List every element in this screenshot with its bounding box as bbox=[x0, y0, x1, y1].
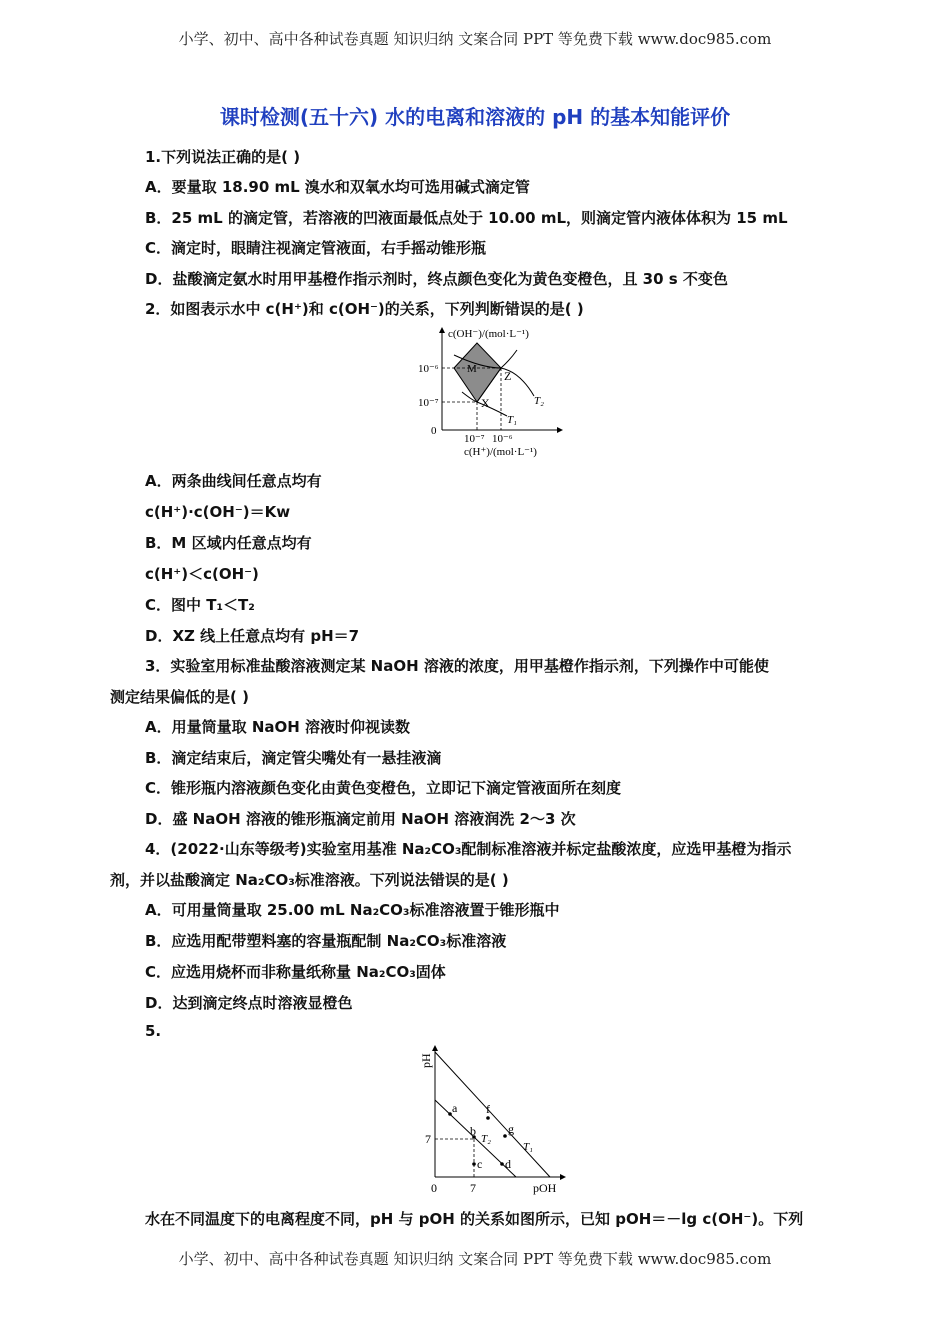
q4-stem-line1: 4．(2022·山东等级考)实验室用基准 Na₂CO₃配制标准溶液并标定盐酸浓度，应选甲基橙为指示 bbox=[145, 840, 792, 858]
q5-line-t2 bbox=[435, 1100, 516, 1177]
q5-point-g: g bbox=[508, 1122, 514, 1136]
q3-stem-line1: 3．实验室用标准盐酸溶液测定某 NaOH 溶液的浓度，用甲基橙作指示剂，下列操作中可能使 bbox=[145, 657, 769, 675]
q2-label-t2: T₂ bbox=[534, 395, 544, 407]
q2-y-tick-1e7: 10⁻⁷ bbox=[418, 397, 439, 409]
q1-stem: 1.下列说法正确的是( ) bbox=[145, 148, 301, 166]
q2-option-b-formula: c(H⁺)＜c(OH⁻) bbox=[145, 565, 259, 583]
page-title: 课时检测(五十六) 水的电离和溶液的 pH 的基本知能评价 bbox=[219, 105, 731, 129]
q5-point-d-dot bbox=[500, 1162, 504, 1166]
q4-stem-line2: 剂，并以盐酸滴定 Na₂CO₃标准溶液。下列说法错误的是( ) bbox=[110, 871, 509, 889]
q2-x-tick-1e7: 10⁻⁷ bbox=[464, 433, 485, 445]
q5-point-g-dot bbox=[503, 1134, 507, 1138]
q5-point-a: a bbox=[452, 1101, 458, 1115]
q1-option-a: A．要量取 18.90 mL 溴水和双氧水均可选用碱式滴定管 bbox=[145, 178, 530, 196]
q4-option-b: B．应选用配带塑料塞的容量瓶配制 Na₂CO₃标准溶液 bbox=[145, 932, 507, 950]
q4-option-c: C．应选用烧杯而非称量纸称量 Na₂CO₃固体 bbox=[145, 963, 446, 981]
page-footer: 小学、初中、高中各种试卷真题 知识归纳 文案合同 PPT 等免费下载 www.doc985.com bbox=[178, 1250, 772, 1268]
q2-region-m bbox=[454, 343, 501, 402]
q1-option-d: D．盐酸滴定氨水时用甲基橙作指示剂时，终点颜色变化为黄色变橙色，且 30 s 不变色 bbox=[145, 270, 728, 288]
q2-x-tick-1e6: 10⁻⁶ bbox=[492, 433, 513, 445]
q4-option-d: D．达到滴定终点时溶液显橙色 bbox=[145, 994, 353, 1012]
q5-number: 5. bbox=[145, 1022, 162, 1040]
q5-point-f-dot bbox=[486, 1116, 490, 1120]
q2-point-m: M bbox=[467, 363, 477, 375]
q3-option-a: A．用量筒量取 NaOH 溶液时仰视读数 bbox=[145, 718, 411, 736]
q2-figure bbox=[412, 320, 582, 460]
q5-y-axis-label: pH bbox=[419, 1053, 433, 1068]
q2-curve-t2-tail bbox=[501, 350, 517, 368]
q5-figure bbox=[410, 1040, 580, 1200]
q2-option-a: A．两条曲线间任意点均有 bbox=[145, 472, 322, 490]
q5-point-c-dot bbox=[472, 1162, 476, 1166]
q2-y-axis-label: c(OH⁻)/(mol·L⁻¹) bbox=[448, 328, 529, 340]
q5-x-tick-7: 7 bbox=[470, 1181, 476, 1195]
q5-x-axis-label: pOH bbox=[533, 1181, 557, 1195]
q2-stem: 2．如图表示水中 c(H⁺)和 c(OH⁻)的关系，下列判断错误的是( ) bbox=[145, 300, 584, 318]
q5-point-b: b bbox=[470, 1124, 476, 1138]
q1-option-c: C．滴定时，眼睛注视滴定管液面，右手摇动锥形瓶 bbox=[145, 239, 487, 257]
q2-x-axis-label: c(H⁺)/(mol·L⁻¹) bbox=[464, 446, 537, 458]
q2-origin: 0 bbox=[431, 425, 437, 437]
page-header: 小学、初中、高中各种试卷真题 知识归纳 文案合同 PPT 等免费下载 www.doc985.com bbox=[178, 30, 772, 48]
q2-option-c: C．图中 T₁＜T₂ bbox=[145, 596, 255, 614]
q5-point-d: d bbox=[505, 1157, 511, 1171]
q3-stem-line2: 测定结果偏低的是( ) bbox=[110, 688, 249, 706]
q4-option-a: A．可用量筒量取 25.00 mL Na₂CO₃标准溶液置于锥形瓶中 bbox=[145, 901, 560, 919]
q2-option-b: B．M 区域内任意点均有 bbox=[145, 534, 312, 552]
q3-option-b: B．滴定结束后，滴定管尖嘴处有一悬挂液滴 bbox=[145, 749, 442, 767]
q2-point-x: X bbox=[481, 396, 490, 410]
q5-label-t2: T₂ bbox=[481, 1133, 491, 1145]
q2-point-z: Z bbox=[504, 369, 512, 383]
q2-label-t1: T₁ bbox=[507, 414, 517, 426]
q5-point-c: c bbox=[477, 1157, 483, 1171]
q5-text: 水在不同温度下的电离程度不同，pH 与 pOH 的关系如图所示，已知 pOH＝－lg c(OH⁻)。下列 bbox=[145, 1210, 804, 1228]
q2-y-tick-1e6: 10⁻⁶ bbox=[418, 363, 439, 375]
q2-option-d: D．XZ 线上任意点均有 pH＝7 bbox=[145, 627, 360, 645]
q5-label-t1: T₁ bbox=[523, 1141, 533, 1153]
q1-option-b: B．25 mL 的滴定管，若溶液的凹液面最低点处于 10.00 mL，则滴定管内液体体积为 15 mL bbox=[145, 209, 788, 227]
q3-option-c: C．锥形瓶内溶液颜色变化由黄色变橙色，立即记下滴定管液面所在刻度 bbox=[145, 779, 622, 797]
q5-y-tick-7: 7 bbox=[425, 1132, 431, 1146]
q3-option-d: D．盛 NaOH 溶液的锥形瓶滴定前用 NaOH 溶液润洗 2～3 次 bbox=[145, 810, 576, 828]
q2-option-a-formula: c(H⁺)·c(OH⁻)＝Kw bbox=[145, 503, 291, 521]
q5-point-f: f bbox=[486, 1102, 490, 1116]
q5-x-tick-0: 0 bbox=[431, 1181, 437, 1195]
